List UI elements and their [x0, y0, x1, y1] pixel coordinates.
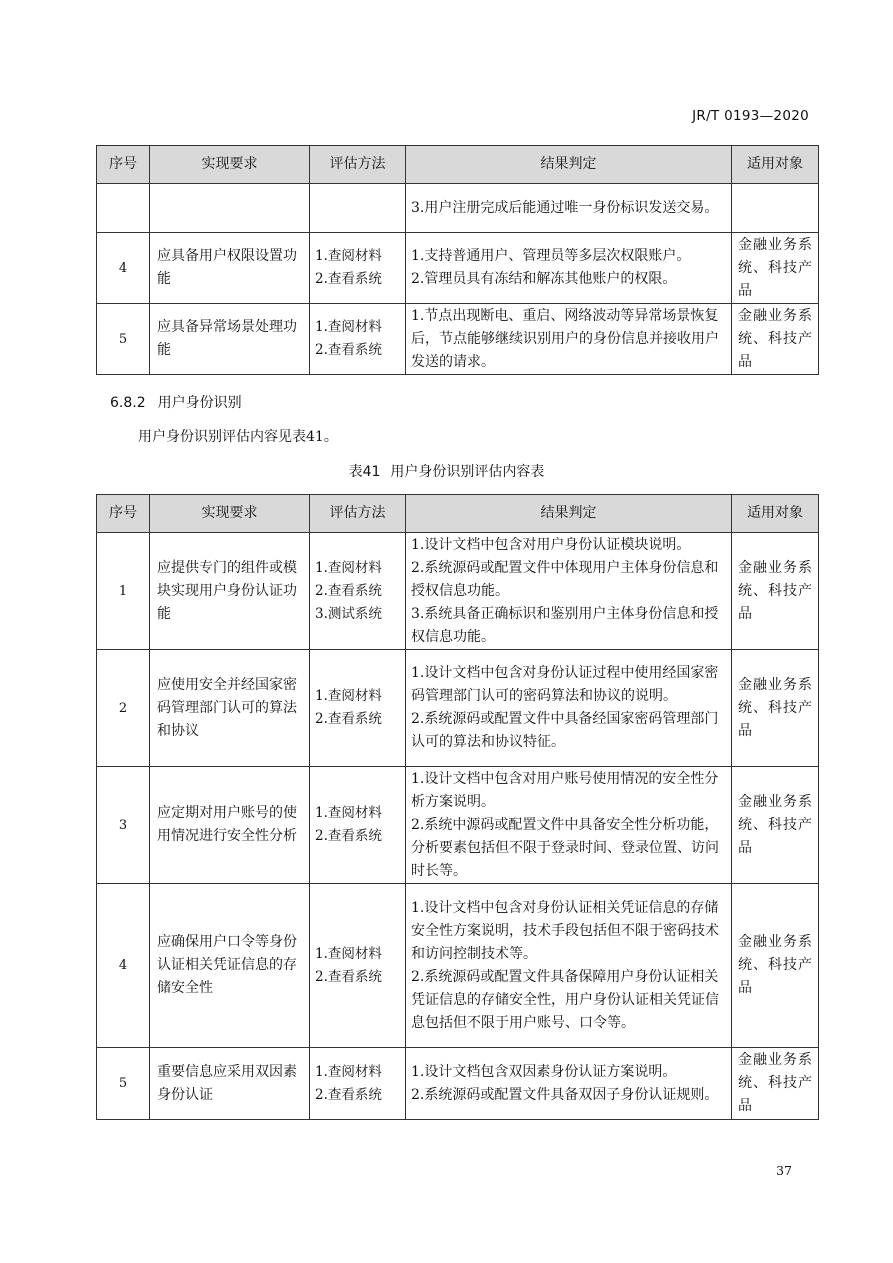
target-cell: 金融业务系统、科技产品 — [732, 1048, 819, 1120]
result-line: 2.系统源码或配置文件具备保障用户身份认证相关凭证信息的存储安全性，用户身份认证相关凭证信息包括但不限于用户账号、口令等。 — [411, 968, 719, 1031]
result-line: 2.系统中源码或配置文件中具备安全性分析功能，分析要素包括但不限于登录时间、登录位置、访问时长等。 — [411, 816, 719, 879]
col-header-result: 结果判定 — [406, 146, 732, 184]
table-row — [97, 1048, 819, 1120]
method-line: 1.查阅材料 — [315, 559, 382, 576]
requirement-cell — [150, 184, 310, 233]
table-row — [97, 650, 819, 767]
result-line: 1.设计文档中包含对身份认证过程中使用经国家密码管理部门认可的密码算法和协议的说明。 — [411, 665, 719, 704]
standard-code: JR/T 0193—2020 — [692, 108, 809, 124]
method-line: 1.查阅材料 — [315, 945, 382, 962]
requirement-cell: 应使用安全并经国家密码管理部门认可的算法和协议 — [150, 650, 310, 767]
result-cell — [406, 650, 732, 767]
requirement-cell: 重要信息应采用双因素身份认证 — [150, 1048, 310, 1120]
method-line: 1.查阅材料 — [315, 688, 382, 704]
result-line: 2.管理员具有冻结和解冻其他账户的权限。 — [411, 271, 677, 287]
result-line: 2.系统源码或配置文件中体现用户主体身份信息和授权信息功能。 — [411, 559, 719, 599]
target-cell — [732, 184, 819, 233]
row-number: 3 — [97, 767, 150, 884]
row-number: 2 — [97, 650, 150, 767]
method-line: 1.查阅材料 — [315, 1063, 382, 1080]
target-cell: 金融业务系统、科技产品 — [732, 233, 819, 304]
table-caption-number: 表41 — [348, 464, 381, 480]
table-header-row — [97, 495, 819, 533]
target-cell: 金融业务系统、科技产品 — [732, 533, 819, 650]
result-cell — [406, 1048, 732, 1120]
table-row — [97, 233, 819, 304]
requirement-cell: 应确保用户口令等身份认证相关凭证信息的存储安全性 — [150, 884, 310, 1048]
requirement-cell: 应定期对用户账号的使用情况进行安全性分析 — [150, 767, 310, 884]
table-row — [97, 884, 819, 1048]
table-row — [97, 767, 819, 884]
method-line: 3.测试系统 — [315, 605, 382, 622]
col-header-method: 评估方法 — [310, 146, 406, 184]
result-line: 2.系统源码或配置文件具备双因子身份认证规则。 — [411, 1086, 719, 1103]
section-title: 用户身份识别 — [157, 395, 242, 411]
evaluation-table-41 — [96, 494, 819, 1120]
page-number: 37 — [776, 1163, 792, 1178]
result-line: 1.设计文档中包含对用户身份认证模块说明。 — [411, 536, 691, 553]
result-cell — [406, 304, 732, 375]
result-cell — [406, 184, 732, 233]
method-cell — [310, 884, 406, 1048]
col-header-no: 序号 — [97, 495, 150, 533]
method-line: 1.查阅材料 — [315, 319, 382, 335]
row-number: 5 — [97, 304, 150, 375]
result-line: 2.系统源码或配置文件中具备经国家密码管理部门认可的算法和协议特征。 — [411, 711, 719, 750]
method-line: 2.查看系统 — [315, 342, 382, 358]
table-header-row — [97, 146, 819, 184]
target-cell: 金融业务系统、科技产品 — [732, 884, 819, 1048]
row-number: 1 — [97, 533, 150, 650]
table-caption-title: 用户身份识别评估内容表 — [390, 464, 545, 480]
intro-paragraph: 用户身份识别评估内容见表41。 — [138, 429, 338, 445]
row-number: 5 — [97, 1048, 150, 1120]
result-line: 1.设计文档中包含对身份认证相关凭证信息的存储安全性方案说明，技术手段包括但不限于密码技术和访问控制技术等。 — [411, 899, 719, 962]
method-line: 2.查看系统 — [315, 271, 382, 287]
col-header-no: 序号 — [97, 146, 150, 184]
method-cell — [310, 533, 406, 650]
table-row — [97, 533, 819, 650]
method-line: 2.查看系统 — [315, 828, 382, 844]
result-line: 1.设计文档中包含对用户账号使用情况的安全性分析方案说明。 — [411, 770, 719, 810]
row-number: 4 — [97, 233, 150, 304]
col-header-requirement: 实现要求 — [150, 495, 310, 533]
result-line: 1.节点出现断电、重启、网络波动等异常场景恢复后，节点能够继续识别用户的身份信息并接收用户发送的请求。 — [411, 307, 719, 370]
col-header-target: 适用对象 — [732, 495, 819, 533]
result-cell — [406, 233, 732, 304]
method-line: 2.查看系统 — [315, 711, 382, 727]
row-number: 4 — [97, 884, 150, 1048]
method-cell — [310, 184, 406, 233]
table-row — [97, 304, 819, 375]
target-cell: 金融业务系统、科技产品 — [732, 767, 819, 884]
result-line: 3.系统具备正确标识和鉴别用户主体身份信息和授权信息功能。 — [411, 605, 719, 645]
result-cell — [406, 884, 732, 1048]
method-line: 2.查看系统 — [315, 582, 382, 599]
col-header-result: 结果判定 — [406, 495, 732, 533]
target-cell: 金融业务系统、科技产品 — [732, 650, 819, 767]
result-cell — [406, 533, 732, 650]
row-number — [97, 184, 150, 233]
method-cell — [310, 304, 406, 375]
requirement-cell: 应具备用户权限设置功能 — [150, 233, 310, 304]
method-line: 2.查看系统 — [315, 968, 382, 985]
col-header-requirement: 实现要求 — [150, 146, 310, 184]
col-header-target: 适用对象 — [732, 146, 819, 184]
method-cell — [310, 1048, 406, 1120]
target-cell: 金融业务系统、科技产品 — [732, 304, 819, 375]
col-header-method: 评估方法 — [310, 495, 406, 533]
result-line: 1.设计文档包含双因素身份认证方案说明。 — [411, 1063, 677, 1080]
method-cell — [310, 650, 406, 767]
method-cell — [310, 767, 406, 884]
section-heading — [110, 392, 242, 412]
table-caption — [0, 461, 893, 481]
section-number: 6.8.2 — [110, 395, 146, 411]
evaluation-table-continued — [96, 145, 819, 375]
method-cell — [310, 233, 406, 304]
result-line: 3.用户注册完成后能通过唯一身份标识发送交易。 — [411, 199, 719, 216]
requirement-cell: 应具备异常场景处理功能 — [150, 304, 310, 375]
result-cell — [406, 767, 732, 884]
method-line: 1.查阅材料 — [315, 805, 382, 821]
method-line: 1.查阅材料 — [315, 248, 382, 264]
method-line: 2.查看系统 — [315, 1086, 382, 1103]
requirement-cell: 应提供专门的组件或模块实现用户身份认证功能 — [150, 533, 310, 650]
result-line: 1.支持普通用户、管理员等多层次权限账户。 — [411, 248, 691, 264]
table-row — [97, 184, 819, 233]
